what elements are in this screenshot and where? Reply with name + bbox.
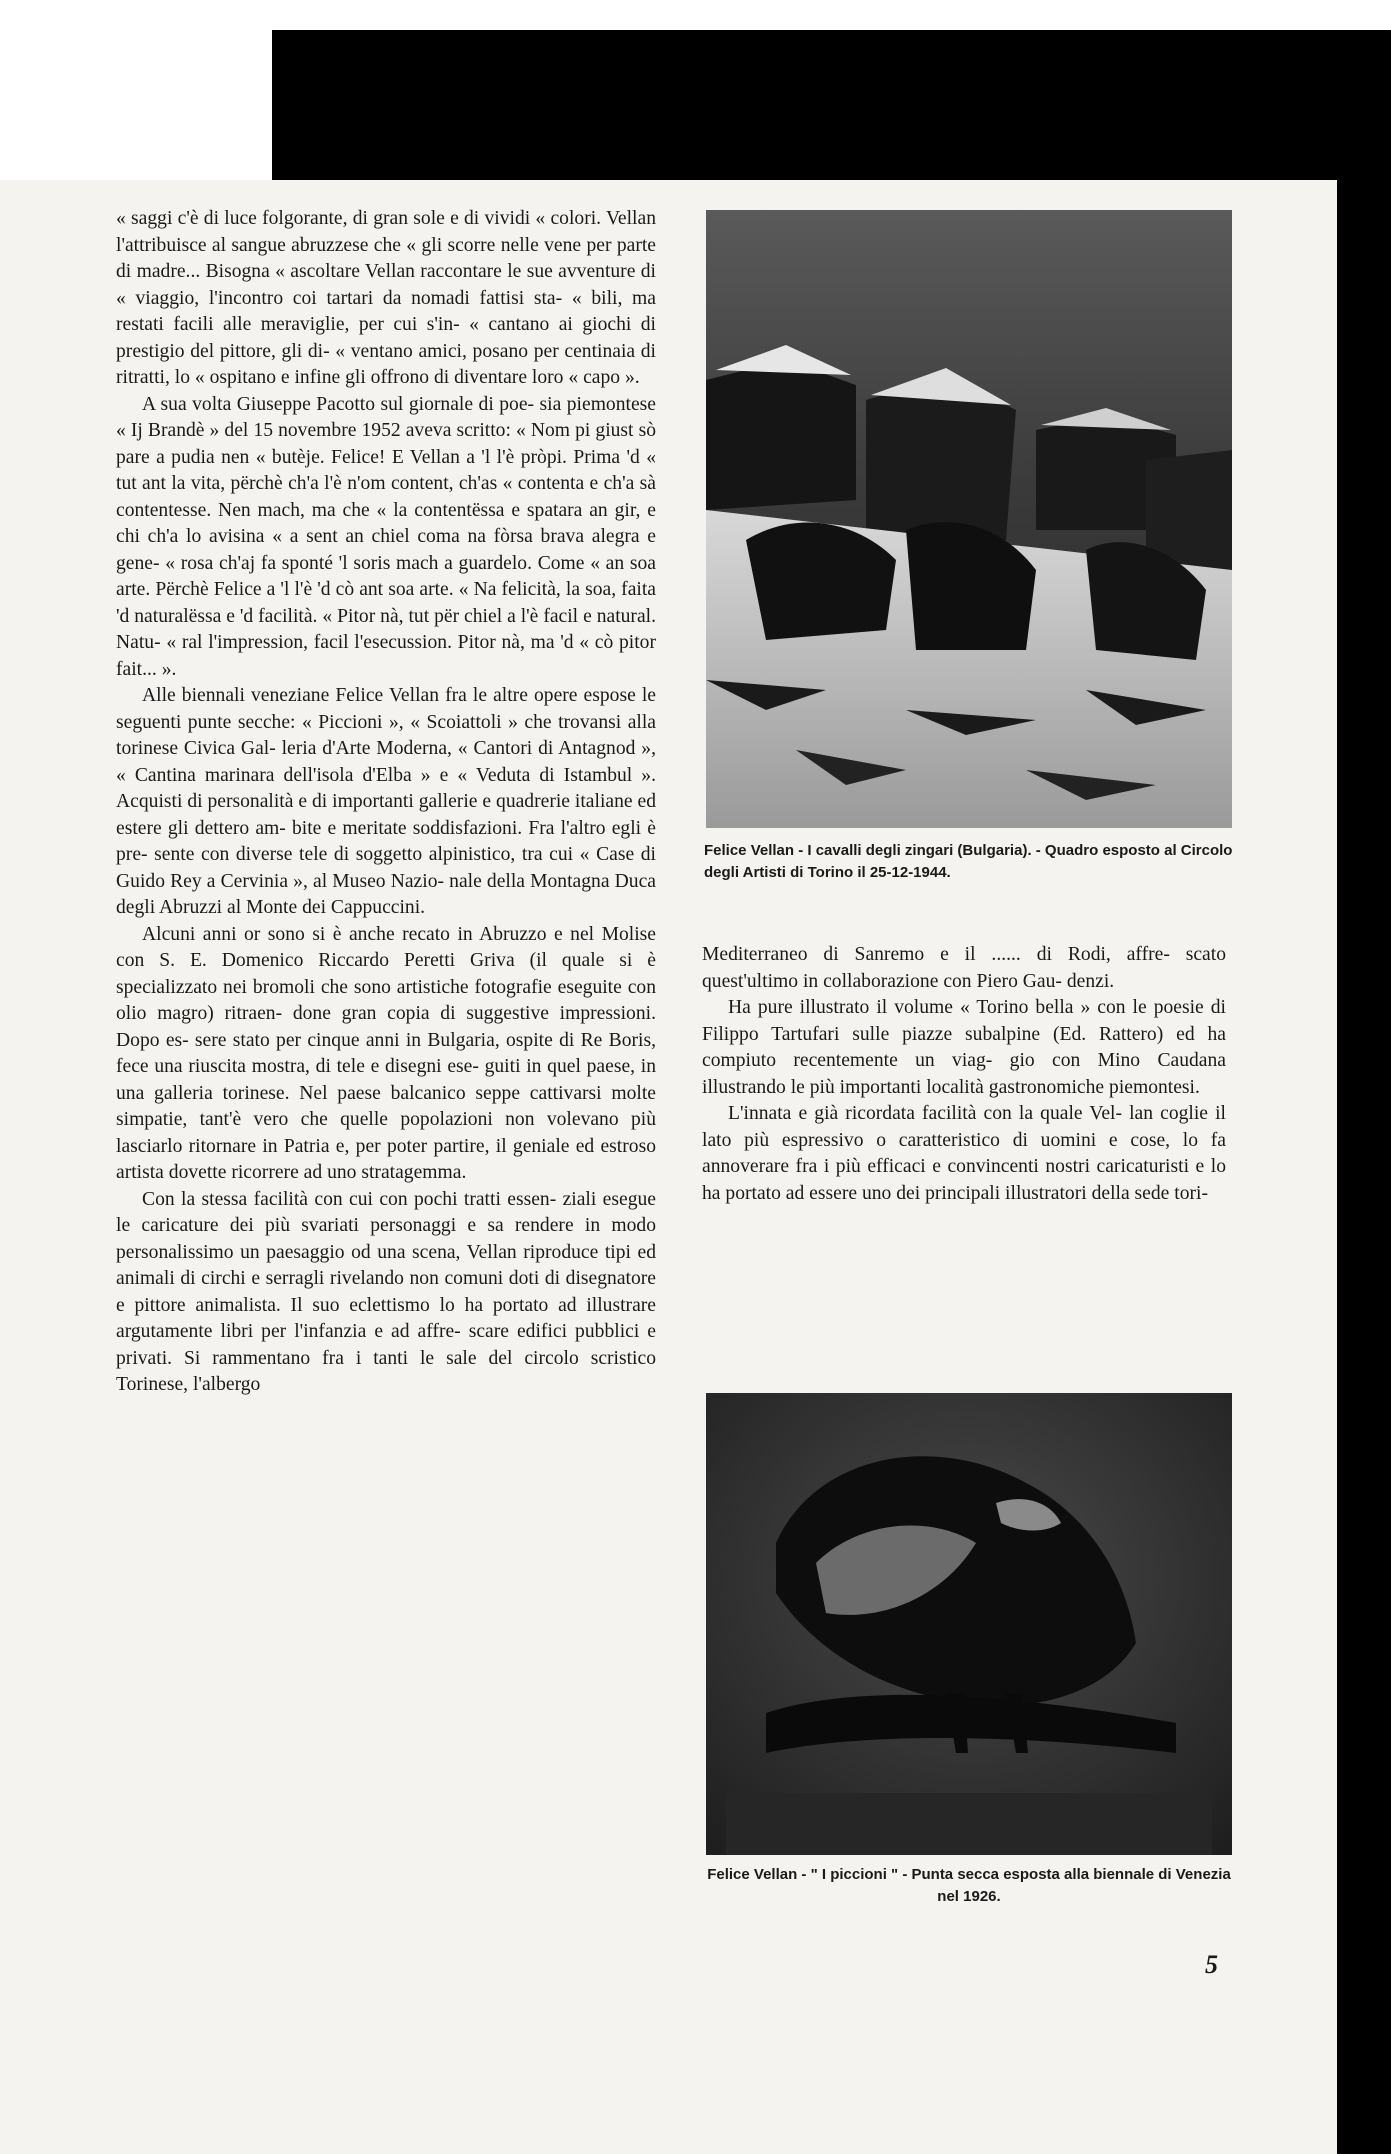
- photo-caption: Felice Vellan - I cavalli degli zingari (Bulgaria). - Quadro esposto al Circolo degli Artisti di Torino il 25-12-1944.: [704, 842, 1233, 881]
- right-text-column: [702, 942, 1226, 1207]
- scan-border-top: [272, 30, 1391, 180]
- paragraph: Con la stessa facilità con cui con pochi tratti essen- ziali esegue le caricature dei più svariati personaggi e sa rendere in modo personalissimo un paesaggio od una scena, Vellan riproduce tipi ed animali di circhi e serragli rivelando non comuni doti di disegnatore e pittore animalista. Il suo eclettismo lo ha portato ad illustrare argutamente libri per l'infanzia e ad affre- scare edifici pubblici e privati. Si rammentano fra i tanti le sale del circolo scristico Torinese, l'albergo: [116, 1188, 656, 1395]
- paragraph: A sua volta Giuseppe Pacotto sul giornale di poe- sia piemontese « Ij Brandè » del 15 novembre 1952 aveva scritto: « Nom pi giust sò pare a pudia nen « butèje. Felice! E Vellan a 'l l'è pròpi. Prima 'd « tut ant la vita, përchè ch'a l'è n'om content, ch'as « contenta e ch'a sà contentesse. Nen mach, ma che « la contentëssa e spatara an gir, e chi ch'a lo avisina « a sent an chiel coma na fòrsa brava alegra e gene- « rosa ch'aj fa sponté 'l soris mach a guardelo. Come « an soa arte. Përchè Felice a 'l l'è 'd cò ant soa arte. « Na felicità, la soa, faita 'd naturalëssa e 'd facilità. « Pitor nà, tut për chiel a l'è facil e natural. Natu- « ral l'impression, facil l'esecussion. Pitor nà, ma 'd « cò pitor fait... ».: [116, 393, 656, 680]
- paragraph: L'innata e già ricordata facilità con la quale Vel- lan coglie il lato più espressivo o caratteristico di uomini e cose, lo fa annoverare fra i più efficaci e convincenti nostri caricaturisti e lo ha portato ad essere uno dei principali illustratori della sede tori-: [702, 1103, 1226, 1204]
- painting-gypsy-horses-photo: [706, 210, 1232, 828]
- paragraph: Alle biennali veneziane Felice Vellan fra le altre opere espose le seguenti punte secche: « Piccioni », « Scoiattoli » che trovansi alla torinese Civica Gal- leria d'Arte Moderna, « Cantori di Antagnod », « Cantina marinara dell'isola d'Elba » e « Veduta di Istambul ». Acquisti di personalità e di importanti gallerie e quadrerie italiane ed estere gli dettero am- bite e meritate soddisfazioni. Fra l'altro egli è pre- sente con diverse tele di soggetto alpinistico, tra cui « Case di Guido Rey a Cervinia », al Museo Nazio- nale della Montagna Duca degli Abruzzi al Monte dei Cappuccini.: [116, 685, 656, 918]
- paragraph: Alcuni anni or sono si è anche recato in Abruzzo e nel Molise con S. E. Domenico Riccardo Peretti Griva (il quale si è specializzato nei bromoli che sono artistiche fotografie eseguite con olio magro) ritraen- done gran copia di suggestive impressioni. Dopo es- sere stato per cinque anni in Bulgaria, ospite di Re Boris, fece una riuscita mostra, di tele e disegni ese- guiti in quel paese, in una galleria torinese. Nel paese balcanico seppe cattivarsi molte simpatie, tant'è vero che quelle popolazioni non volevano più lasciarlo ritornare in Patria e, per poter partire, il geniale ed estroso artista dovette ricorrere ad uno stratagemma.: [116, 923, 656, 1183]
- etching-pigeons-photo: [706, 1393, 1232, 1855]
- paragraph: « saggi c'è di luce folgorante, di gran sole e di vividi « colori. Vellan l'attribuisce al sangue abruzzese che « gli scorre nelle vene per parte di madre... Bisogna « ascoltare Vellan raccontare le sue avventure di « viaggio, l'incontro coi tartari da nomadi fattisi sta- « bili, ma restati facili alle meraviglie, per cui s'in- « cantano ai giochi di prestigio del pittore, gli di- « ventano amici, posano per centinaia di ritratti, lo « ospitano e infine gli offrono di diventare loro « capo ».: [116, 208, 656, 388]
- page-number: 5: [1205, 1950, 1218, 1979]
- scan-border-right: [1337, 30, 1391, 2154]
- paragraph: Ha pure illustrato il volume « Torino bella » con le poesie di Filippo Tartufari sulle piazze subalpine (Ed. Rattero) ed ha compiuto recentemente un viag- gio con Mino Caudana illustrando le più importanti località gastronomiche piemontesi.: [702, 997, 1226, 1098]
- left-text-column: [116, 206, 656, 1399]
- photo-caption: Felice Vellan - " I piccioni " - Punta secca esposta alla biennale di Venezia nel 1926.: [707, 1866, 1231, 1905]
- paragraph: Mediterraneo di Sanremo e il ...... di Rodi, affre- scato quest'ultimo in collaborazione con Piero Gau- denzi.: [702, 944, 1226, 992]
